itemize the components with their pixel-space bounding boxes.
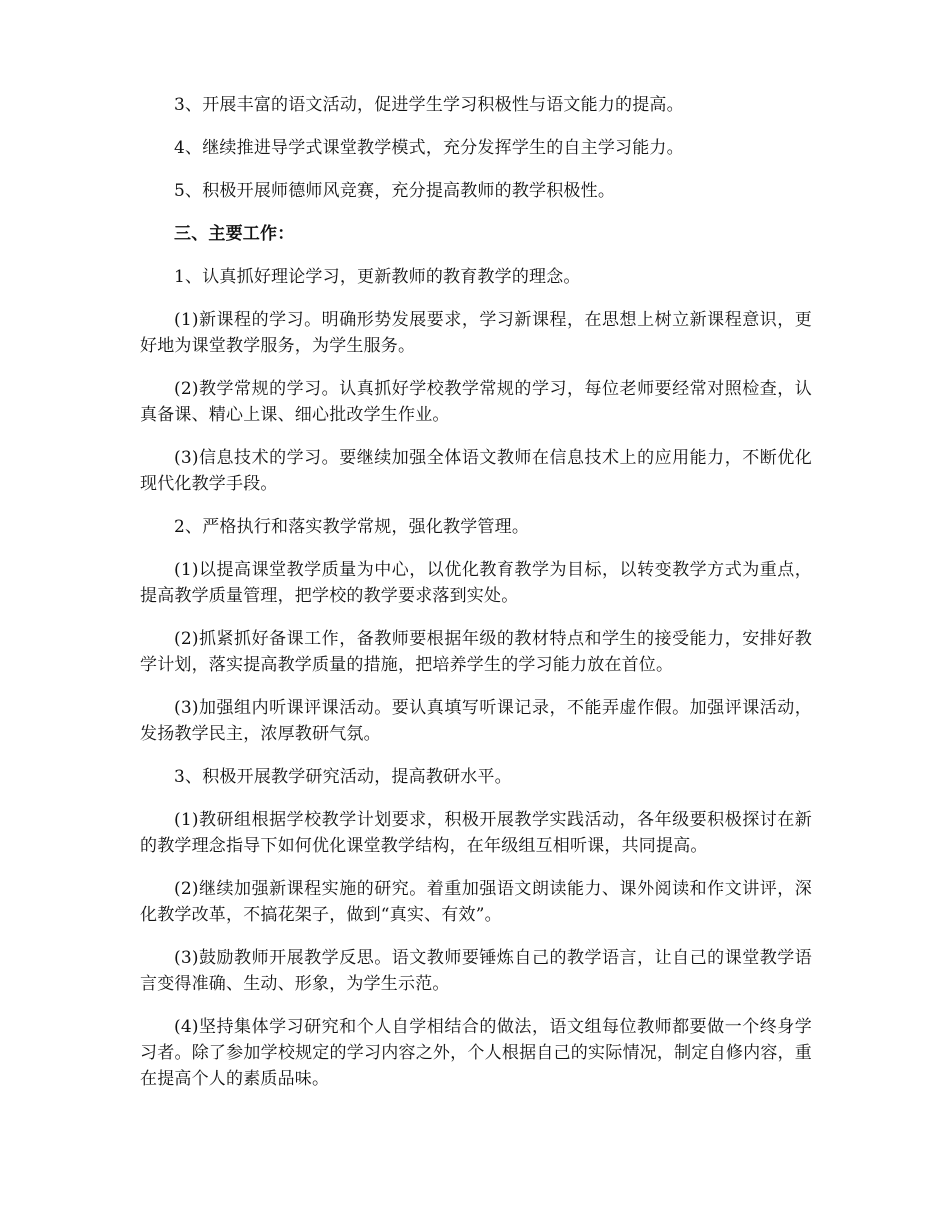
paragraph-8: (3)信息技术的学习。要继续加强全体语文教师在信息技术上的应用能力，不断优化现代化教学手段。 [140, 448, 812, 494]
paragraph-1: 3、开展丰富的语文活动，促进学生学习积极性与语文能力的提高。 [174, 95, 684, 115]
paragraph-17: (4)坚持集体学习研究和个人自学相结合的做法，语文组每位教师都要做一个终身学习者。除了参加学校规定的学习内容之外，个人根据自己的实际情况，制定自修内容，重在提高个人的素质品味。 [140, 1017, 812, 1089]
paragraph-7: (2)教学常规的学习。认真抓好学校教学常规的学习，每位老师要经常对照检查，认真备课、精心上课、细心批改学生作业。 [140, 379, 812, 425]
paragraph-5: 1、认真抓好理论学习，更新教师的教育教学的理念。 [174, 267, 581, 287]
section-heading-main-work: 三、主要工作： [174, 224, 295, 244]
paragraph-13: 3、积极开展教学研究活动，提高教研水平。 [174, 767, 512, 787]
paragraph-15: (2)继续加强新课程实施的研究。着重加强语文朗读能力、课外阅读和作文讲评，深化教学改革，不搞花架子，做到“真实、有效”。 [140, 879, 812, 925]
paragraph-2: 4、继续推进导学式课堂教学模式，充分发挥学生的自主学习能力。 [174, 138, 684, 158]
paragraph-3: 5、积极开展师德师风竞赛，充分提高教师的教学积极性。 [174, 181, 616, 201]
paragraph-6: (1)新课程的学习。明确形势发展要求，学习新课程，在思想上树立新课程意识，更好地为课堂教学服务，为学生服务。 [140, 310, 812, 356]
paragraph-11: (2)抓紧抓好备课工作，备教师要根据年级的教材特点和学生的接受能力，安排好教学计划，落实提高教学质量的措施，把培养学生的学习能力放在首位。 [140, 629, 812, 675]
paragraph-10: (1)以提高课堂教学质量为中心，以优化教育教学为目标，以转变教学方式为重点，提高教学质量管理，把学校的教学要求落到实处。 [140, 560, 812, 606]
paragraph-14: (1)教研组根据学校教学计划要求，积极开展教学实践活动，各年级要积极探讨在新的教学理念指导下如何优化课堂教学结构，在年级组互相听课，共同提高。 [140, 810, 812, 856]
paragraph-16: (3)鼓励教师开展教学反思。语文教师要锤炼自己的教学语言，让自己的课堂教学语言变得准确、生动、形象，为学生示范。 [140, 948, 812, 994]
paragraph-12: (3)加强组内听课评课活动。要认真填写听课记录，不能弄虚作假。加强评课活动，发扬教学民主，浓厚教研气氛。 [140, 698, 812, 744]
paragraph-9: 2、严格执行和落实教学常规，强化教学管理。 [174, 517, 530, 537]
document-body [140, 92, 812, 1109]
